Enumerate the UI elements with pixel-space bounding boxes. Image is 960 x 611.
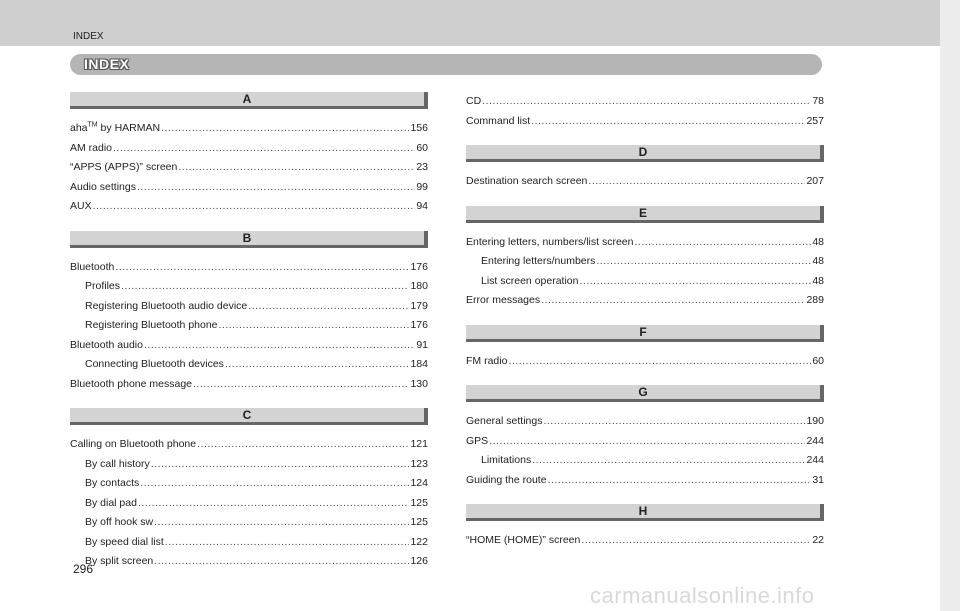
dot-leader <box>93 197 416 217</box>
entry-name-text: By speed dial list <box>85 535 164 548</box>
index-subentry <box>70 474 428 494</box>
entry-page-number: 23 <box>416 161 428 173</box>
index-title-banner <box>70 54 822 75</box>
index-entry <box>466 172 824 192</box>
index-entry <box>70 435 428 455</box>
entry-name-text: List screen operation <box>481 274 579 287</box>
entry-name-text: Audio settings <box>70 180 136 193</box>
entry-page-number: 190 <box>806 415 824 427</box>
entry-page-number: 156 <box>410 122 428 134</box>
letter-heading-f: F <box>466 325 824 342</box>
entry-name-text: GPS <box>466 434 489 447</box>
index-subentry <box>70 494 428 514</box>
index-entry-list <box>466 92 824 131</box>
entry-name <box>466 352 507 372</box>
entry-name <box>85 277 120 297</box>
entry-name-text: By dial pad <box>85 496 137 509</box>
entry-name-text: Command list <box>466 114 531 127</box>
entry-name <box>466 412 542 432</box>
entry-page-number: 126 <box>410 555 428 567</box>
entry-name <box>466 233 634 253</box>
entry-name-text: By call history <box>85 457 150 470</box>
entry-name <box>85 552 153 572</box>
letter-heading-a: A <box>70 92 428 109</box>
index-entry-list <box>70 119 428 217</box>
index-entry-list <box>466 531 824 551</box>
entry-name <box>70 119 160 139</box>
entry-name-text: By off hook sw <box>85 516 154 528</box>
dot-leader <box>635 233 812 253</box>
dot-leader <box>508 352 811 372</box>
entry-name <box>466 291 540 311</box>
dot-leader <box>151 455 410 475</box>
entry-name-text: Bluetooth <box>70 260 115 273</box>
entry-name <box>466 432 488 452</box>
dot-leader <box>489 432 805 452</box>
entry-name-text: Guiding the route <box>466 473 547 486</box>
index-entry <box>466 112 824 132</box>
index-entry-list <box>70 258 428 395</box>
watermark-text: carmanualsonline.info <box>590 583 815 608</box>
entry-name <box>466 92 481 112</box>
entry-name <box>70 336 143 356</box>
index-entry <box>70 139 428 159</box>
entry-name-text: By split screen <box>85 555 154 567</box>
entry-name <box>466 531 580 551</box>
dot-leader <box>161 119 409 139</box>
entry-name <box>85 494 137 514</box>
entry-name-text: “APPS (APPS)” screen <box>70 161 178 173</box>
dot-leader <box>531 112 805 132</box>
index-entry <box>466 471 824 491</box>
index-subentry <box>70 552 428 572</box>
entry-name <box>466 471 547 491</box>
entry-page-number: 48 <box>812 274 824 287</box>
dot-leader <box>121 277 409 297</box>
entry-page-number: 289 <box>806 294 824 306</box>
dot-leader <box>138 494 410 514</box>
entry-name-text: Connecting Bluetooth devices <box>85 358 224 370</box>
index-title: INDEX <box>84 56 130 72</box>
letter-heading-c: C <box>70 408 428 425</box>
index-entry <box>466 412 824 432</box>
index-entry <box>70 178 428 198</box>
entry-page-number: 78 <box>812 95 824 107</box>
index-entry <box>466 92 824 112</box>
dot-leader <box>532 451 805 471</box>
entry-name <box>70 375 192 395</box>
entry-name-text: General settings <box>466 415 543 427</box>
index-subentry <box>466 451 824 471</box>
entry-name <box>85 513 153 533</box>
entry-name-text: FM radio <box>466 354 508 367</box>
entry-name-suffix: by HARMAN <box>97 122 161 134</box>
dot-leader <box>541 291 805 311</box>
page-header-bar <box>0 0 940 46</box>
entry-name <box>466 172 587 192</box>
index-subentry <box>70 297 428 317</box>
entry-name-text: Bluetooth audio <box>70 338 143 351</box>
dot-leader <box>248 297 409 317</box>
dot-leader <box>140 474 409 494</box>
dot-leader <box>548 471 812 491</box>
index-entry-list <box>466 352 824 372</box>
entry-name-text: By contacts <box>85 477 140 489</box>
entry-page-number: 91 <box>416 338 428 351</box>
entry-page-number: 244 <box>806 454 824 466</box>
entry-page-number: 125 <box>410 516 428 528</box>
index-entry <box>466 233 824 253</box>
index-left-column <box>70 92 428 586</box>
dot-leader <box>165 533 410 553</box>
entry-name-text: Registering Bluetooth audio device <box>85 299 248 312</box>
entry-name-text: aha <box>70 122 88 134</box>
index-entry <box>70 375 428 395</box>
entry-page-number: 22 <box>812 534 824 546</box>
letter-heading-h: H <box>466 504 824 521</box>
entry-page-number: 176 <box>410 319 428 331</box>
entry-page-number: 123 <box>410 457 428 470</box>
entry-name <box>481 451 531 471</box>
index-subentry <box>70 533 428 553</box>
entry-name <box>70 435 196 455</box>
letter-heading-e: E <box>466 206 824 223</box>
dot-leader <box>115 258 409 278</box>
entry-name-text: Error messages <box>466 294 541 306</box>
dot-leader <box>482 92 811 112</box>
entry-name <box>70 158 177 178</box>
entry-page-number: 60 <box>416 141 428 154</box>
page-edge-strip <box>940 0 960 611</box>
index-entry-list <box>466 233 824 311</box>
entry-name-text: AM radio <box>70 141 113 154</box>
entry-page-number: 99 <box>416 180 428 193</box>
entry-page-number: 244 <box>806 434 824 447</box>
entry-name <box>85 474 139 494</box>
entry-page-number: 207 <box>806 175 824 187</box>
entry-page-number: 130 <box>410 377 428 390</box>
entry-name <box>85 297 247 317</box>
dot-leader <box>588 172 805 192</box>
index-entry <box>70 119 428 139</box>
index-entry <box>70 158 428 178</box>
dot-leader <box>113 139 415 159</box>
index-right-column <box>466 92 824 565</box>
dot-leader <box>178 158 415 178</box>
entry-page-number: 94 <box>416 200 428 212</box>
index-entry <box>466 352 824 372</box>
dot-leader <box>193 375 409 395</box>
index-entry <box>466 291 824 311</box>
entry-page-number: 124 <box>410 477 428 489</box>
index-entry-list <box>466 412 824 490</box>
entry-name-text: Limitations <box>481 454 532 466</box>
dot-leader <box>219 316 410 336</box>
entry-page-number: 257 <box>806 114 824 127</box>
entry-name <box>70 258 114 278</box>
entry-name-text: Bluetooth phone message <box>70 377 193 390</box>
entry-page-number: 121 <box>410 438 428 450</box>
index-subentry <box>466 272 824 292</box>
entry-name <box>481 252 595 272</box>
entry-page-number: 31 <box>812 473 824 486</box>
index-subentry <box>70 277 428 297</box>
entry-name <box>466 112 530 132</box>
dot-leader <box>543 412 805 432</box>
dot-leader <box>225 355 410 375</box>
index-entry-list <box>70 435 428 572</box>
index-subentry <box>70 513 428 533</box>
entry-name-text: CD <box>466 95 482 107</box>
index-subentry <box>70 355 428 375</box>
entry-page-number: 179 <box>410 299 428 312</box>
trademark-superscript: TM <box>87 121 98 129</box>
dot-leader <box>154 513 409 533</box>
entry-name <box>70 139 112 159</box>
index-entry <box>70 336 428 356</box>
entry-name <box>85 355 224 375</box>
entry-name-text: Calling on Bluetooth phone <box>70 438 197 450</box>
index-entry <box>70 258 428 278</box>
index-entry <box>466 432 824 452</box>
entry-page-number: 125 <box>410 496 428 509</box>
dot-leader <box>154 552 409 572</box>
index-entry-list <box>466 172 824 192</box>
dot-leader <box>144 336 415 356</box>
entry-name-text: “HOME (HOME)” screen <box>466 534 581 546</box>
entry-name-text: Registering Bluetooth phone <box>85 319 218 331</box>
entry-name-text: Entering letters, numbers/list screen <box>466 235 634 248</box>
index-subentry <box>466 252 824 272</box>
dot-leader <box>137 178 415 198</box>
entry-name-text: Profiles <box>85 280 121 292</box>
entry-page-number: 48 <box>812 255 824 267</box>
entry-page-number: 176 <box>410 260 428 273</box>
entry-name <box>85 316 218 336</box>
letter-heading-d: D <box>466 145 824 162</box>
entry-name-text: AUX <box>70 200 92 212</box>
dot-leader <box>197 435 409 455</box>
page-number: 296 <box>73 562 94 576</box>
letter-heading-b: B <box>70 231 428 248</box>
letter-heading-g: G <box>466 385 824 402</box>
index-subentry <box>70 455 428 475</box>
entry-name <box>70 178 136 198</box>
entry-page-number: 122 <box>410 535 428 548</box>
entry-name <box>70 197 92 217</box>
index-entry <box>466 531 824 551</box>
entry-page-number: 180 <box>410 280 428 292</box>
entry-name <box>85 455 150 475</box>
entry-name <box>481 272 578 292</box>
index-entry <box>70 197 428 217</box>
dot-leader <box>596 252 811 272</box>
dot-leader <box>581 531 811 551</box>
entry-name-text: Entering letters/numbers <box>481 255 596 267</box>
entry-page-number: 48 <box>812 235 824 248</box>
entry-page-number: 184 <box>410 358 428 370</box>
entry-page-number: 60 <box>812 354 824 367</box>
index-subentry <box>70 316 428 336</box>
dot-leader <box>579 272 811 292</box>
section-header-label: INDEX <box>73 31 104 42</box>
entry-name <box>85 533 164 553</box>
entry-name-text: Destination search screen <box>466 175 588 187</box>
